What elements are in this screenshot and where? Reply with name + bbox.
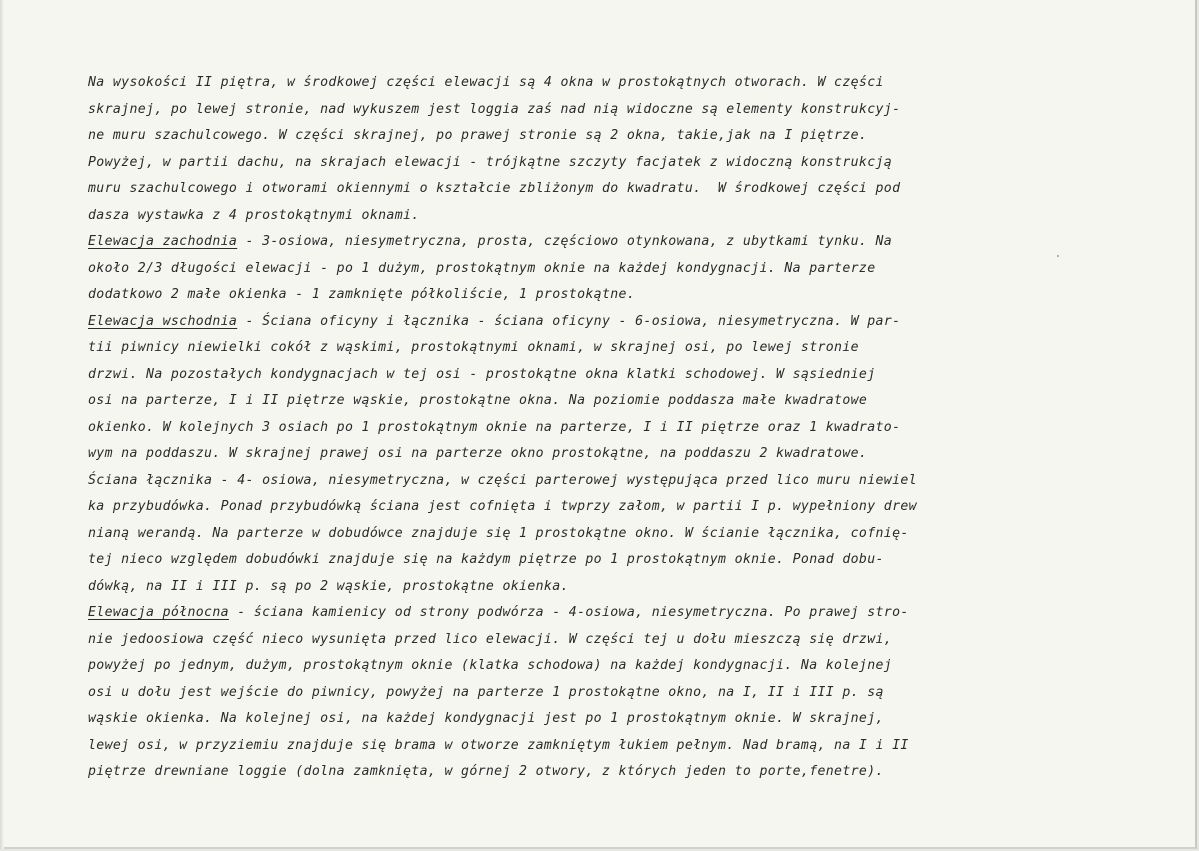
text-line (88, 362, 1098, 389)
text-line (88, 494, 1098, 521)
text-segment: wym na poddaszu. W skrajnej prawej osi na parterze okno prostokątne, na poddaszu 2 kwadratowe. (88, 446, 868, 461)
section-heading: Elewacja zachodnia (88, 234, 238, 249)
text-line (88, 547, 1098, 574)
text-line (88, 733, 1098, 760)
text-segment: - 3-osiowa, niesymetryczna, prosta, częściowo otynkowana, z ubytkami tynku. Na (237, 234, 893, 249)
text-line (88, 759, 1098, 786)
section-heading: Elewacja północna (88, 605, 229, 620)
text-segment: - ściana kamienicy od strony podwórza - 4-osiowa, niesymetryczna. Po prawej stro- (228, 605, 909, 620)
text-segment: nie jedoosiowa część nieco wysunięta przed lico elewacji. W części tej u dołu mieszczą się drzwi, (88, 631, 893, 647)
text-segment: drzwi. Na pozostałych kondygnacjach w tej osi - prostokątne okna klatki schodowej. W sąsiedniej (88, 366, 876, 382)
text-line (88, 388, 1098, 415)
section-heading: Elewacja wschodnia (88, 313, 238, 329)
text-segment: dówką, na II i III p. są po 2 wąskie, prostokątne okienka. (88, 578, 569, 594)
text-segment: piętrze drewniane loggie (dolna zamknięta, w górnej 2 otwory, z których jeden to porte,fenetre). (88, 764, 884, 779)
text-line (88, 70, 1098, 97)
text-segment: lewej osi, w przyziemiu znajduje się brama w otworze zamkniętym łukiem pełnym. Nad bramą, na I i II (88, 737, 909, 753)
text-segment: tej nieco względem dobudówki znajduje się na każdym piętrze po 1 prostokątnym oknie. Ponad dobu- (88, 552, 884, 567)
text-segment: ne muru szachulcowego. W części skrajnej, po prawej stronie są 2 okna, takie,jak na I piętrze. (88, 128, 868, 143)
text-segment: dasza wystawka z 4 prostokątnymi oknami. (88, 207, 420, 223)
text-line (88, 521, 1098, 548)
text-segment: Na wysokości II piętra, w środkowej części elewacji są 4 okna w prostokątnych otworach. W części (88, 75, 884, 90)
text-line (88, 282, 1098, 309)
text-segment: okienko. W kolejnych 3 osiach po 1 prostokątnym oknie na parterze, I i II piętrze oraz 1 kwadrato- (88, 419, 901, 435)
text-line (88, 600, 1098, 627)
text-line (88, 150, 1098, 177)
text-line (88, 468, 1098, 495)
text-line (88, 256, 1098, 283)
text-line (88, 627, 1098, 654)
text-segment: dodatkowo 2 małe okienka - 1 zamknięte półkoliście, 1 prostokątne. (88, 287, 636, 302)
text-line (88, 123, 1098, 150)
paper-speck (1057, 255, 1059, 257)
text-segment: osi na parterze, I i II piętrze wąskie, prostokątne okna. Na poziomie poddasza małe kwadratowe (88, 393, 868, 408)
text-segment: wąskie okienka. Na kolejnej osi, na każdej kondygnacji jest po 1 prostokątnym oknie. W skrajnej, (88, 711, 884, 726)
text-line (88, 680, 1098, 707)
typed-text-block (88, 70, 1098, 786)
text-line (88, 653, 1098, 680)
text-segment: około 2/3 długości elewacji - po 1 dużym, prostokątnym oknie na każdej kondygnacji. Na parterze (88, 260, 876, 276)
text-line (88, 574, 1098, 601)
text-line (88, 309, 1098, 336)
text-line (88, 176, 1098, 203)
text-line (88, 97, 1098, 124)
text-segment: nianą werandą. Na parterze w dobudówce znajduje się 1 prostokątne okno. W ścianie łącznika, cofnię- (88, 525, 909, 541)
text-line (88, 229, 1098, 256)
text-segment: ka przybudówka. Ponad przybudówką ściana jest cofnięta i twprzy załom, w partii I p. wypełniony drew (88, 499, 917, 514)
text-segment: Ściana łącznika - 4- osiowa, niesymetryczna, w części parterowej występująca przed lico muru niewiel (88, 472, 917, 488)
text-segment: muru szachulcowego i otworami okiennymi o kształcie zbliżonym do kwadratu. W środkowej części pod (88, 181, 901, 196)
scan-edge (0, 0, 4, 849)
text-segment: - Ściana oficyny i łącznika - ściana oficyny - 6-osiowa, niesymetryczna. W par- (237, 313, 901, 329)
text-segment: tii piwnicy niewielki cokół z wąskimi, prostokątnymi oknami, w skrajnej osi, po lewej stronie (88, 340, 859, 355)
text-line (88, 706, 1098, 733)
text-segment: Powyżej, w partii dachu, na skrajach elewacji - trójkątne szczyty facjatek z widoczną konstrukcją (88, 154, 893, 170)
text-segment: skrajnej, po lewej stronie, nad wykuszem jest loggia zaś nad nią widoczne są elementy konstrukcyj- (88, 101, 901, 117)
text-line (88, 415, 1098, 442)
text-line (88, 441, 1098, 468)
text-segment: powyżej po jednym, dużym, prostokątnym oknie (klatka schodowa) na każdej kondygnacji. Na kolejnej (88, 658, 893, 673)
text-line (88, 203, 1098, 230)
text-line (88, 335, 1098, 362)
text-segment: osi u dołu jest wejście do piwnicy, powyżej na parterze 1 prostokątne okno, na I, II i III p. są (88, 684, 884, 700)
